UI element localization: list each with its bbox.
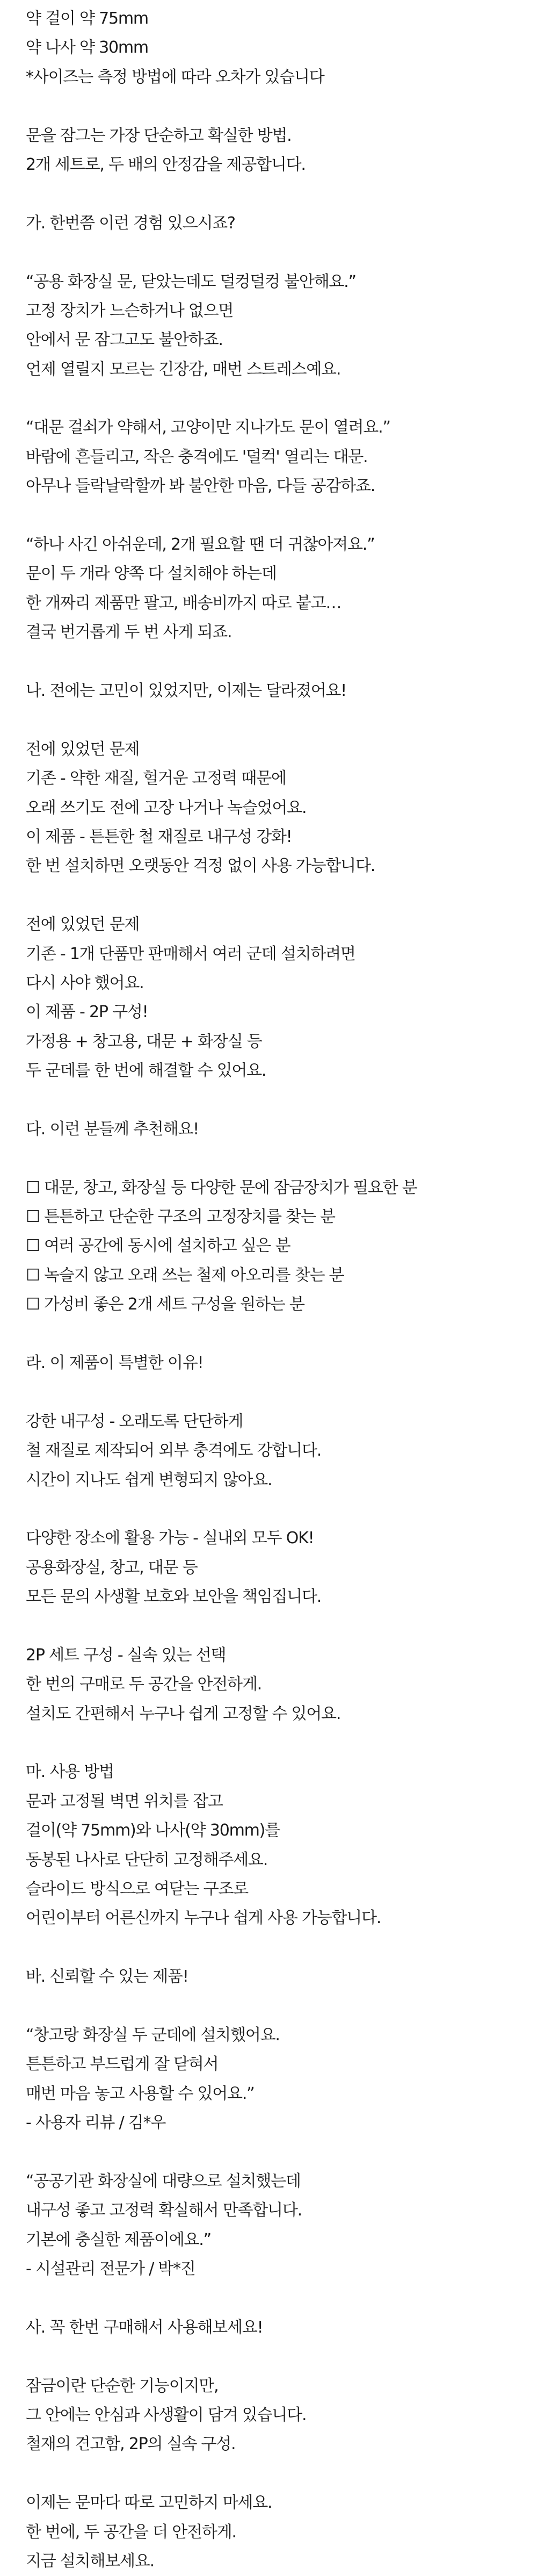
spacer <box>26 706 520 735</box>
spacer <box>26 2342 520 2371</box>
text-line: 강한 내구성 - 오래도록 단단하게 <box>26 1412 243 1431</box>
text-line: “하나 사긴 아쉬운데, 2개 필요할 땐 더 귀찮아져요.” <box>26 535 375 555</box>
feature-paragraph <box>26 1524 520 1611</box>
spacer <box>26 1085 520 1114</box>
text-line: “공용 화장실 문, 닫았는데도 덜컹덜컹 불안해요.” <box>26 272 356 291</box>
text-line: 기본에 충실한 제품이에요.” <box>26 2230 211 2249</box>
text-line: 가정용 + 창고용, 대문 + 화장실 등 <box>26 1032 262 1051</box>
feature-paragraph <box>26 1641 520 1729</box>
review-author: - 시설관리 전문가 / 박*진 <box>26 2260 195 2279</box>
usage-paragraph <box>26 1758 520 1933</box>
spacer <box>26 238 520 267</box>
spacer <box>26 1992 520 2021</box>
section-heading: 나. 전에는 고민이 있었지만, 이제는 달라졌어요! <box>26 681 346 700</box>
text-line: 다시 사야 했어요. <box>26 973 144 992</box>
review-paragraph <box>26 2021 520 2138</box>
section-heading: 라. 이 제품이 특별한 이유! <box>26 1353 204 1372</box>
feature-paragraph <box>26 1407 520 1495</box>
text-line: 내구성 좋고 고정력 확실해서 만족합니다. <box>26 2201 302 2220</box>
section-heading-na <box>26 677 520 706</box>
text-line: 시간이 지나도 쉽게 변형되지 않아요. <box>26 1470 272 1490</box>
spacer <box>26 384 520 413</box>
size-info <box>26 4 520 92</box>
text-line: 잠금이란 단순한 기능이지만, <box>26 2376 219 2395</box>
text-line: 한 번의 구매로 두 공간을 안전하게. <box>26 1675 262 1694</box>
section-heading-ba <box>26 1962 520 1991</box>
spacer <box>26 1495 520 1524</box>
spacer <box>26 2284 520 2313</box>
text-line: 이 제품 - 튼튼한 철 재질로 내구성 강화! <box>26 827 292 846</box>
closing-paragraph <box>26 2488 520 2576</box>
text-line: 모든 문의 사생활 보호와 보안을 책임집니다. <box>26 1587 322 1607</box>
text-line: “창고랑 화장실 두 군데에 설치했어요. <box>26 2025 280 2045</box>
experience-paragraph <box>26 268 520 385</box>
section-heading: 가. 한번쯤 이런 경험 있으시죠? <box>26 213 235 233</box>
text-line: *사이즈는 측정 방법에 따라 오차가 있습니다 <box>26 67 324 87</box>
checklist-item: ☐ 가성비 좋은 2개 세트 구성을 원하는 분 <box>26 1295 304 1314</box>
text-line: “공공기관 화장실에 대량으로 설치했는데 <box>26 2171 301 2191</box>
text-line: 문이 두 개라 양쪽 다 설치해야 하는데 <box>26 564 277 584</box>
text-line: 약 걸이 약 75mm <box>26 9 148 28</box>
text-line: 설치도 간편해서 누구나 쉽게 고정할 수 있어요. <box>26 1704 341 1723</box>
text-line: 오래 쓰기도 전에 고장 나거나 녹슬었어요. <box>26 798 307 817</box>
section-heading-sa <box>26 2313 520 2342</box>
text-line: 매번 마음 놓고 사용할 수 있어요.” <box>26 2084 255 2103</box>
text-line: 약 나사 약 30mm <box>26 38 148 57</box>
text-line: 2개 세트로, 두 배의 안정감을 제공합니다. <box>26 155 306 174</box>
text-line: 지금 설치해보세요. <box>26 2551 154 2571</box>
checklist-item: ☐ 여러 공간에 동시에 설치하고 싶은 분 <box>26 1236 291 1256</box>
section-heading-da <box>26 1115 520 1144</box>
text-line: 바람에 흔들리고, 작은 충격에도 '덜컥' 열리는 대문. <box>26 447 368 466</box>
spacer <box>26 1933 520 1962</box>
spacer <box>26 1320 520 1349</box>
spacer <box>26 1729 520 1758</box>
text-line: 안에서 문 잠그고도 불안하죠. <box>26 330 223 350</box>
recommendation-list <box>26 1174 520 1320</box>
review-author: - 사용자 리뷰 / 김*우 <box>26 2113 166 2133</box>
text-line: 철 재질로 제작되어 외부 충격에도 강합니다. <box>26 1441 322 1460</box>
text-line: 어린이부터 어른신까지 누구나 쉽게 사용 가능합니다. <box>26 1909 381 1928</box>
text-line: 튼튼하고 부드럽게 잘 닫혀서 <box>26 2055 219 2074</box>
text-line: 문을 잠그는 가장 단순하고 확실한 방법. <box>26 126 292 145</box>
section-heading: 마. 사용 방법 <box>26 1762 114 1782</box>
text-line: 철재의 견고함, 2P의 실속 구성. <box>26 2435 236 2454</box>
text-line: 고정 장치가 느슨하거나 없으면 <box>26 301 234 320</box>
review-paragraph <box>26 2167 520 2284</box>
section-heading: 사. 꼭 한번 구매해서 사용해보세요! <box>26 2318 263 2337</box>
checklist-item: ☐ 녹슬지 않고 오래 쓰는 철제 아오리를 찾는 분 <box>26 1265 344 1285</box>
text-line: 그 안에는 안심과 사생활이 담겨 있습니다. <box>26 2406 307 2425</box>
spacer <box>26 2459 520 2488</box>
text-line: 언제 열릴지 모르는 긴장감, 매번 스트레스예요. <box>26 359 341 379</box>
text-line: 한 번 설치하면 오랫동안 걱정 없이 사용 가능합니다. <box>26 857 375 876</box>
spacer <box>26 501 520 530</box>
problem-paragraph <box>26 735 520 881</box>
spacer <box>26 1144 520 1173</box>
section-heading: 바. 신뢰할 수 있는 제품! <box>26 1967 188 1987</box>
text-line: 걸이(약 75mm)와 나사(약 30mm)를 <box>26 1821 280 1840</box>
checklist-item: ☐ 대문, 창고, 화장실 등 다양한 문에 잠금장치가 필요한 분 <box>26 1178 417 1197</box>
experience-paragraph <box>26 413 520 501</box>
spacer <box>26 1378 520 1407</box>
text-line: 2P 세트 구성 - 실속 있는 선택 <box>26 1645 226 1665</box>
text-line: 이 제품 - 2P 구성! <box>26 1003 148 1022</box>
text-line: 아무나 들락날락할까 봐 불안한 마음, 다들 공감하죠. <box>26 477 375 496</box>
text-line: 한 번에, 두 공간을 더 안전하게. <box>26 2522 236 2542</box>
text-line: 공용화장실, 창고, 대문 등 <box>26 1558 198 1577</box>
text-line: 기존 - 약한 재질, 헐거운 고정력 때문에 <box>26 769 286 788</box>
text-line: 동봉된 나사로 단단히 고정해주세요. <box>26 1850 268 1869</box>
text-line: 전에 있었던 문제 <box>26 915 140 934</box>
spacer <box>26 92 520 121</box>
spacer <box>26 1611 520 1640</box>
spacer <box>26 647 520 677</box>
intro-paragraph <box>26 121 520 180</box>
closing-paragraph <box>26 2372 520 2459</box>
text-line: 결국 번거롭게 두 번 사게 되죠. <box>26 623 232 642</box>
text-line: 문과 고정될 벽면 위치를 잡고 <box>26 1791 223 1811</box>
text-line: 두 군데를 한 번에 해결할 수 있어요. <box>26 1061 266 1081</box>
spacer <box>26 881 520 910</box>
checklist-item: ☐ 튼튼하고 단순한 구조의 고정장치를 찾는 분 <box>26 1207 335 1227</box>
text-line: 이제는 문마다 따로 고민하지 마세요. <box>26 2493 272 2513</box>
text-line: 슬라이드 방식으로 여닫는 구조로 <box>26 1880 248 1898</box>
text-line: 전에 있었던 문제 <box>26 739 140 759</box>
text-line: “대문 걸쇠가 약해서, 고양이만 지나가도 문이 열려요.” <box>26 418 390 437</box>
text-line: 다양한 장소에 활용 가능 - 실내외 모두 OK! <box>26 1529 314 1548</box>
problem-paragraph <box>26 910 520 1085</box>
section-heading-ga <box>26 209 520 238</box>
section-heading-ra <box>26 1349 520 1378</box>
spacer <box>26 2138 520 2167</box>
experience-paragraph <box>26 530 520 647</box>
section-heading: 다. 이런 분들께 추천해요! <box>26 1119 199 1139</box>
text-line: 기존 - 1개 단품만 판매해서 여러 군데 설치하려면 <box>26 944 355 963</box>
spacer <box>26 179 520 208</box>
text-line: 한 개짜리 제품만 팔고, 배송비까지 따로 붙고… <box>26 593 342 613</box>
product-description <box>26 4 520 2576</box>
